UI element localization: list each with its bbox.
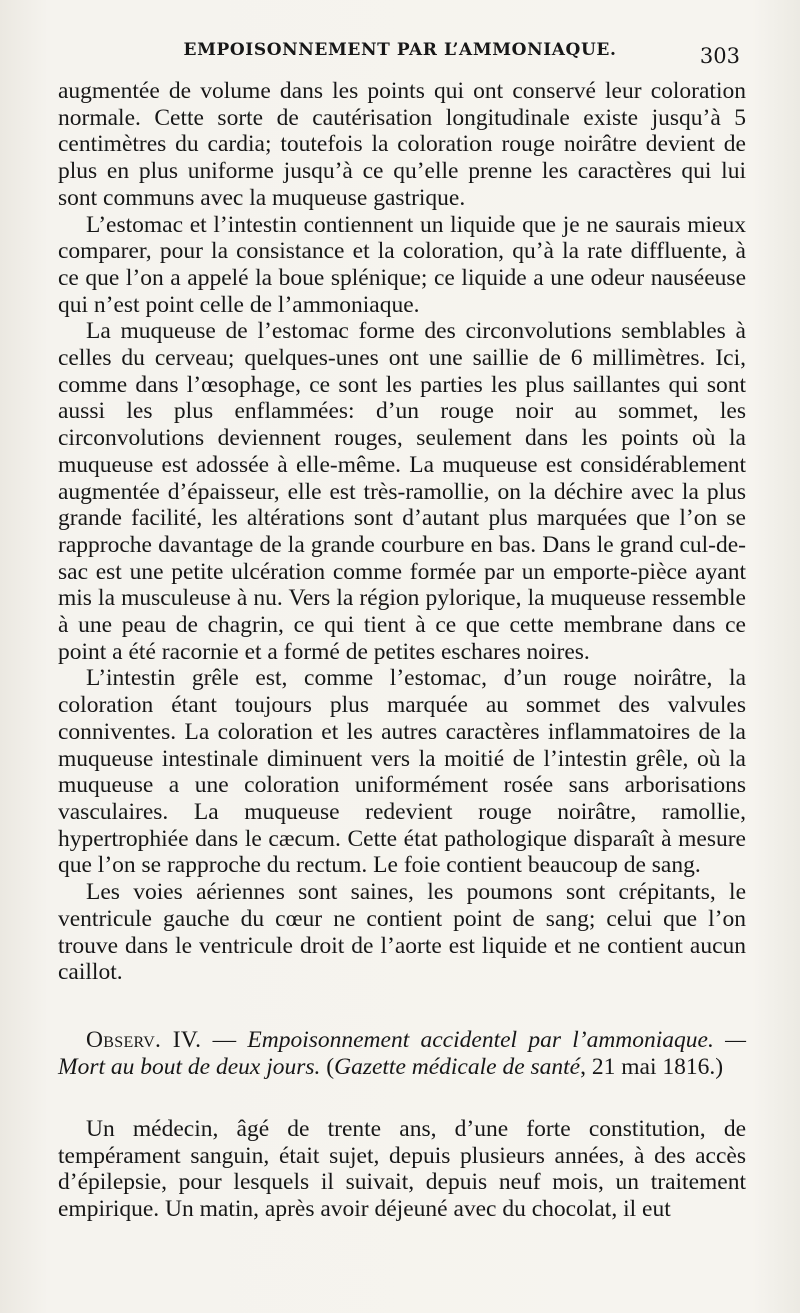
page-header bbox=[60, 36, 740, 70]
observation-source-open: ( bbox=[320, 1053, 335, 1080]
paragraph-5: Les voies aériennes sont saines, les poumons sont crépitants, le ventricule gauche du cœur ne contient point de sang; celui que l’on trouve dans le ventricule droit de l’aorte est liquide et ne contient aucun caillot. bbox=[58, 879, 746, 986]
page-number: 303 bbox=[699, 44, 740, 68]
paragraph-4: L’intestin grêle est, comme l’estomac, d’un rouge noirâtre, la coloration étant toujours plus marquée au sommet des valvules conniventes. La coloration et les autres caractères inflammatoires de la muqueuse intestinale diminuent vers la moitié de l’intestin grêle, où la muqueuse a une coloration uniformément rosée sans arborisations vasculaires. La muqueuse redevient rouge noirâtre, ramollie, hypertrophiée dans le cæcum. Cette état pathologique disparaît à mesure que l’on se rapproche du rectum. Le foie contient beaucoup de sang. bbox=[58, 665, 746, 879]
paragraph-3: La muqueuse de l’estomac forme des circonvolutions semblables à celles du cerveau; quelques-unes ont une saillie de 6 millimètres. Ici, comme dans l’œsophage, ce sont les parties les plus saillantes qui sont aussi les plus enflammées: d’un rouge noir au sommet, les circonvolutions deviennent rouges, seulement dans les points où la muqueuse est adossée à elle-même. La muqueuse est considérablement augmentée d’épaisseur, elle est très-ramollie, on la déchire avec la plus grande facilité, les altérations sont d’autant plus marquées que l’on se rapproche davantage de la grande courbure en bas. Dans le grand cul-de-sac est une petite ulcération comme formée par un emporte-pièce ayant mis la musculeuse à nu. Vers la région pylorique, la muqueuse ressemble à une peau de chagrin, ce qui tient à ce que cette membrane dans ce point a été racornie et a formé de petites eschares noires. bbox=[58, 318, 746, 665]
observation-title: Empoisonnement accidentel par l’ammoniaque. — Mort au bout de deux jours. bbox=[58, 1026, 747, 1080]
observation-label: Observ. IV. bbox=[86, 1026, 202, 1053]
observation-source: Gazette médicale de santé bbox=[334, 1053, 581, 1080]
paragraph-1: augmentée de volume dans les points qui ont conservé leur coloration normale. Cette sorte de cautérisation longitudinale existe jusqu’à 5 centimètres du cardia; toutefois la coloration rouge noirâtre devient de plus en plus uniforme jusqu’à ce qu’elle prenne les caractères qui lui sont communs avec la muqueuse gastrique. bbox=[58, 78, 746, 211]
page-body bbox=[58, 78, 746, 1223]
paragraph-closing: Un médecin, âgé de trente ans, d’une forte constitution, de tempérament sanguin, était sujet, depuis plusieurs années, à des accès d’épilepsie, pour lesquels il suivait, depuis neuf mois, un traitement empirique. Un matin, après avoir déjeuné avec du chocolat, il eut bbox=[58, 1115, 746, 1223]
observation-date: , 21 mai 1816.) bbox=[580, 1053, 724, 1080]
observation-heading bbox=[58, 1027, 746, 1081]
observation-dash: — bbox=[201, 1026, 248, 1053]
paragraph-2: L’estomac et l’intestin contiennent un liquide que je ne saurais mieux comparer, pour la consistance et la coloration, qu’à la rate diffluente, à ce que l’on a appelé la boue splénique; ce liquide a une odeur nauséeuse qui n’est point celle de l’ammoniaque. bbox=[58, 211, 746, 318]
running-title: EMPOISONNEMENT PAR L’AMMONIAQUE. bbox=[183, 40, 617, 60]
